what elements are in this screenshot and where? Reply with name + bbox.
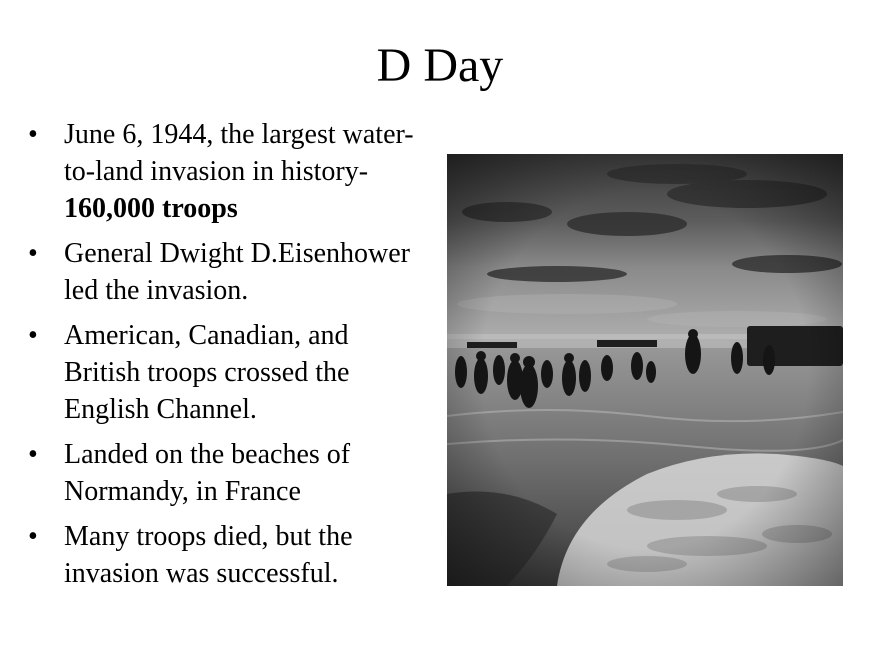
bullet-text: Many troops died, but the invasion was successful. [64, 521, 353, 589]
bullet-dot: • [28, 320, 38, 351]
bullet-item [24, 235, 424, 309]
bullet-dot: • [28, 521, 38, 552]
bullet-dot: • [28, 119, 38, 150]
bullet-text: General Dwight D.Eisenhower led the invasion. [64, 238, 411, 306]
troops-landing-on-beach-photo [447, 154, 843, 586]
slide-title: D Day [376, 39, 504, 92]
bullet-bold-text: 160,000 troops [64, 193, 238, 224]
bullet-item [24, 317, 424, 428]
bullet-item [24, 116, 424, 227]
bullet-text: American, Canadian, and British troops crossed the English Channel. [64, 320, 350, 425]
bullet-item [24, 518, 424, 592]
bullet-dot: • [28, 439, 38, 470]
bullet-dot: • [28, 238, 38, 269]
bullet-text: June 6, 1944, the largest water-to-land invasion in history- [64, 119, 414, 187]
bullet-item [24, 436, 424, 510]
bullet-text: Landed on the beaches of Normandy, in France [64, 439, 351, 507]
bullet-list [24, 116, 424, 600]
